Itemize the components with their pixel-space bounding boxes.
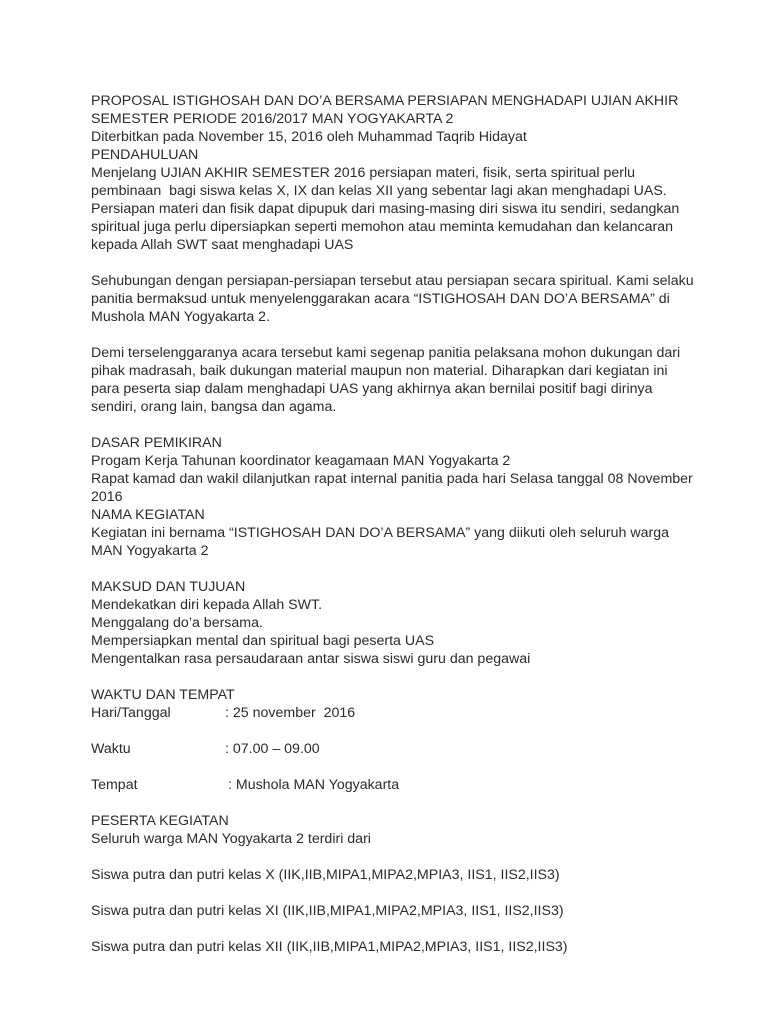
list-item: Mempersiapkan mental dan spiritual bagi peserta UAS (91, 633, 435, 649)
schedule-row-hari (91, 704, 731, 722)
text-line: panitia bermaksud untuk menyelenggarakan acara “ISTIGHOSAH DAN DO’A BERSAMA” di (91, 291, 670, 307)
paragraph-spacer (91, 794, 731, 812)
text-line: Demi terselenggaranya acara tersebut kami segenap panitia pelaksana mohon dukungan dari (91, 345, 681, 361)
text-line: Menjelang UJIAN AKHIR SEMESTER 2016 persiapan materi, fisik, serta spiritual perlu (91, 165, 636, 181)
schedule-value: : 07.00 – 09.00 (225, 741, 320, 757)
schedule-row-waktu (91, 740, 731, 758)
text-line: Mushola MAN Yogyakarta 2. (91, 309, 271, 325)
paragraph-spacer (91, 326, 731, 344)
text-line: MAN Yogyakarta 2 (91, 543, 209, 559)
section-heading-peserta: PESERTA KEGIATAN (91, 813, 229, 829)
text-line: Sehubungan dengan persiapan-persiapan tersebut atau persiapan secara spiritual. Kami selaku (91, 273, 694, 289)
text-line: 2016 (91, 489, 123, 505)
document-page (91, 92, 731, 956)
paragraph-spacer (91, 416, 731, 434)
paragraph-spacer (91, 722, 731, 740)
schedule-value: : Mushola MAN Yogyakarta (228, 777, 400, 793)
section-heading-dasar: DASAR PEMIKIRAN (91, 435, 222, 451)
text-line: Persiapan materi dan fisik dapat dipupuk dari masing-masing diri siswa itu sendiri, sedangkan (91, 201, 680, 217)
text-line: Kegiatan ini bernama “ISTIGHOSAH DAN DO’A BERSAMA” yang diikuti oleh seluruh warga (91, 525, 669, 541)
text-line: Rapat kamad dan wakil dilanjutkan rapat internal panitia pada hari Selasa tanggal 08 November (91, 471, 693, 487)
schedule-row-tempat (91, 776, 731, 794)
paragraph-spacer (91, 884, 731, 902)
participant-line: Siswa putra dan putri kelas XI (IIK,IIB,MIPA1,MIPA2,MPIA3, IIS1, IIS2,IIS3) (91, 903, 564, 919)
text-line: kepada Allah SWT saat menghadapi UAS (91, 237, 354, 253)
section-heading-waktu: WAKTU DAN TEMPAT (91, 687, 235, 703)
text-line: pembinaan bagi siswa kelas X, IX dan kelas XII yang sebentar lagi akan menghadapi UAS. (91, 183, 667, 199)
text-line: Progam Kerja Tahunan koordinator keagamaan MAN Yogyakarta 2 (91, 453, 511, 469)
document-title: PROPOSAL ISTIGHOSAH DAN DO’A BERSAMA PERSIAPAN MENGHADAPI UJIAN AKHIR (91, 93, 679, 109)
list-item: Menggalang do’a bersama. (91, 615, 263, 631)
list-item: Mendekatkan diri kepada Allah SWT. (91, 597, 323, 613)
paragraph-pendahuluan-1 (91, 164, 731, 254)
text-line: Seluruh warga MAN Yogyakarta 2 terdiri dari (91, 831, 371, 847)
document-title: SEMESTER PERIODE 2016/2017 MAN YOGYAKARTA 2 (91, 111, 454, 127)
list-item: Mengentalkan rasa persaudaraan antar siswa siswi guru dan pegawai (91, 651, 531, 667)
paragraph-spacer (91, 668, 731, 686)
schedule-label: Waktu (91, 741, 131, 757)
paragraph-spacer (91, 848, 731, 866)
text-line: spiritual juga perlu dipersiapkan seperti memohon atau meminta kemudahan dan kelancaran (91, 219, 674, 235)
schedule-label: Tempat (91, 777, 138, 793)
text-line: pihak madrasah, baik dukungan material maupun non material. Diharapkan dari kegiatan ini (91, 363, 668, 379)
section-heading-maksud: MAKSUD DAN TUJUAN (91, 579, 246, 595)
schedule-label: Hari/Tanggal (91, 705, 171, 721)
paragraph-spacer (91, 560, 731, 578)
paragraph-spacer (91, 254, 731, 272)
section-heading-nama: NAMA KEGIATAN (91, 507, 205, 523)
section-heading-pendahuluan: PENDAHULUAN (91, 147, 199, 163)
text-line: sendiri, orang lain, bangsa dan agama. (91, 399, 337, 415)
participant-line: Siswa putra dan putri kelas X (IIK,IIB,MIPA1,MIPA2,MPIA3, IIS1, IIS2,IIS3) (91, 867, 560, 883)
paragraph-pendahuluan-2 (91, 272, 731, 326)
paragraph-spacer (91, 758, 731, 776)
text-line: para peserta siap dalam menghadapi UAS yang akhirnya akan bernilai positif bagi dirinya (91, 381, 653, 397)
participant-line: Siswa putra dan putri kelas XII (IIK,IIB,MIPA1,MIPA2,MPIA3, IIS1, IIS2,IIS3) (91, 939, 568, 955)
paragraph-pendahuluan-3 (91, 344, 731, 416)
schedule-value: : 25 november 2016 (225, 705, 356, 721)
paragraph-spacer (91, 920, 731, 938)
publish-info: Diterbitkan pada November 15, 2016 oleh Muhammad Taqrib Hidayat (91, 129, 527, 145)
